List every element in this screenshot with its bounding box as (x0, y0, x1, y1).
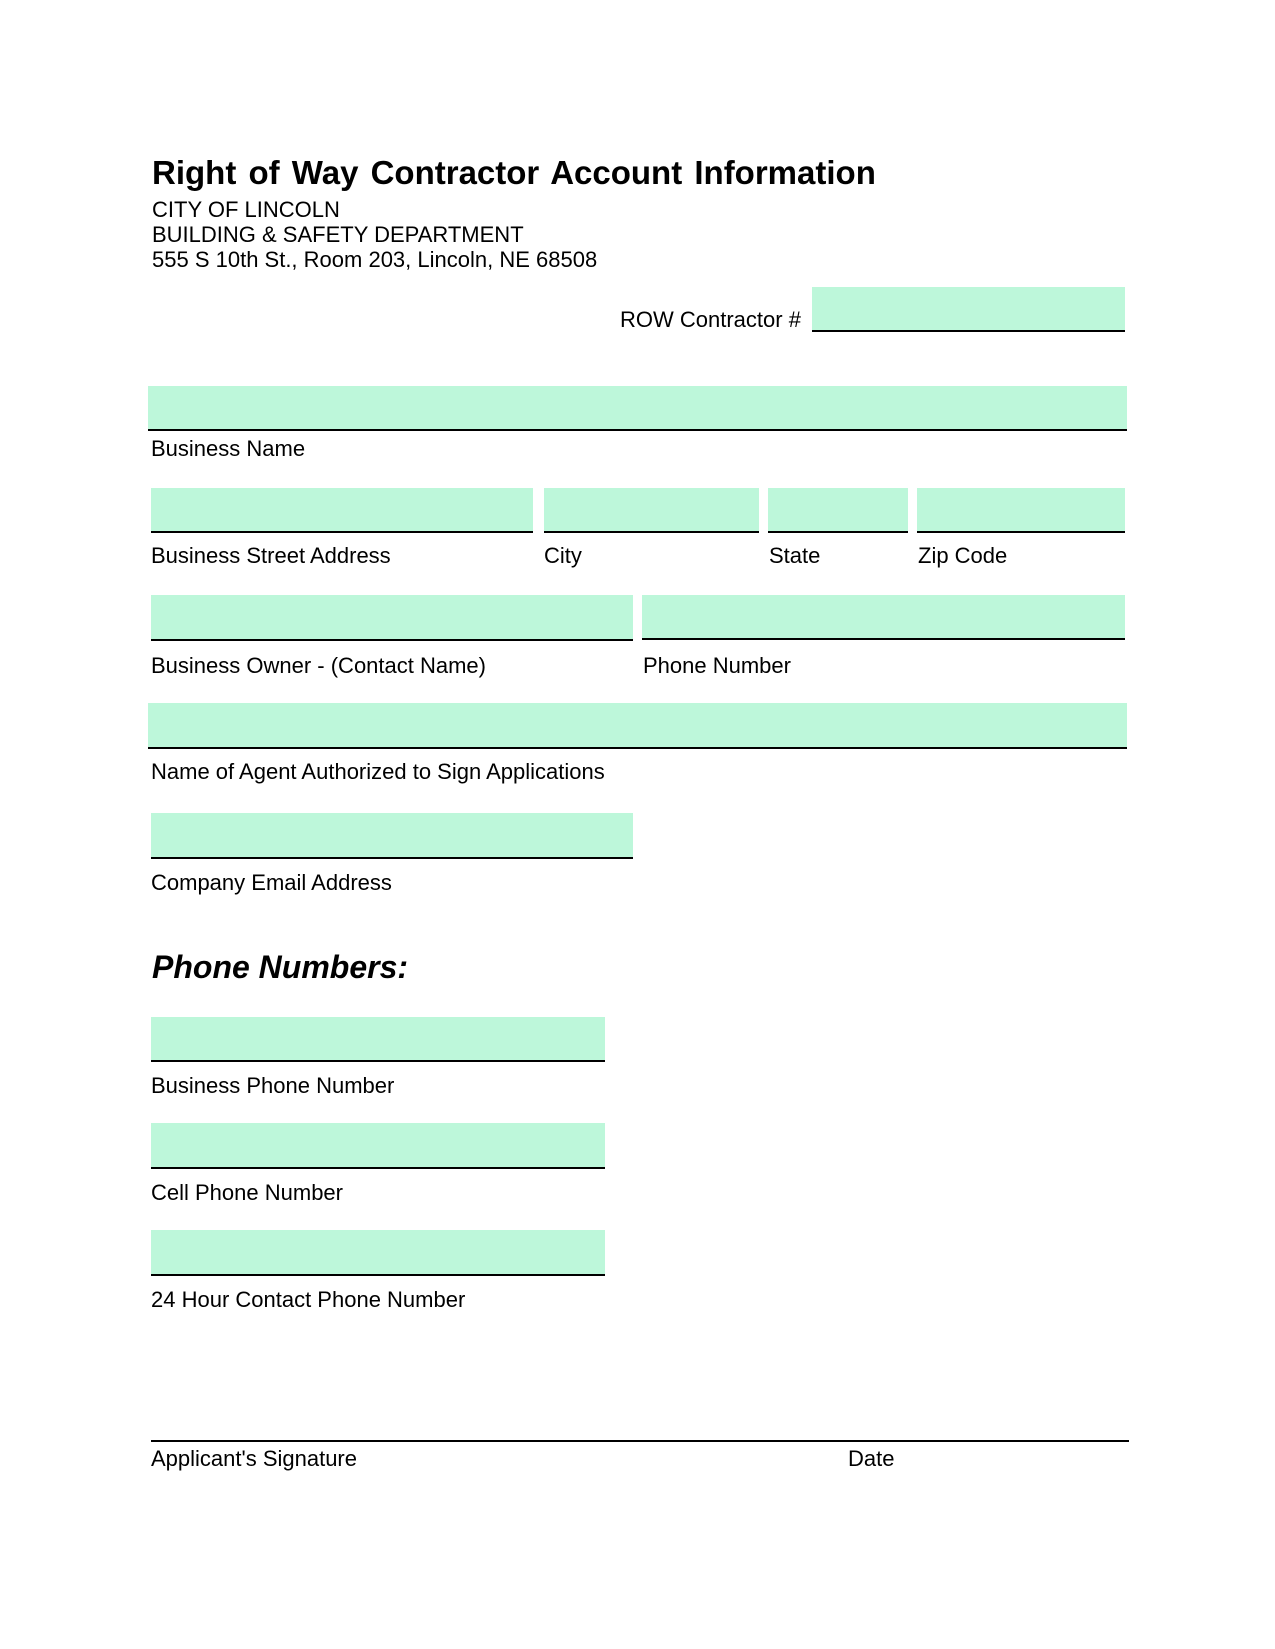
row-contractor-field[interactable] (812, 287, 1125, 332)
business-name-label: Business Name (151, 436, 306, 461)
street-address-field[interactable] (151, 488, 533, 533)
contact-24h-label: 24 Hour Contact Phone Number (151, 1287, 466, 1312)
email-label: Company Email Address (151, 870, 392, 895)
agent-label: Name of Agent Authorized to Sign Applications (151, 759, 605, 784)
org-department: BUILDING & SAFETY DEPARTMENT (152, 222, 524, 247)
city-field[interactable] (544, 488, 759, 533)
org-city: CITY OF LINCOLN (152, 197, 340, 222)
form-title: Right of Way Contractor Account Information (152, 154, 876, 191)
date-label: Date (848, 1446, 895, 1471)
signature-label: Applicant's Signature (151, 1446, 357, 1471)
phone-numbers-heading: Phone Numbers: (152, 949, 409, 985)
org-address: 555 S 10th St., Room 203, Lincoln, NE 68508 (152, 247, 598, 272)
cell-phone-field[interactable] (151, 1123, 605, 1169)
business-phone-label: Business Phone Number (151, 1073, 395, 1098)
signature-line[interactable] (151, 1440, 1129, 1442)
owner-label: Business Owner - (Contact Name) (151, 653, 486, 678)
state-label: State (769, 543, 821, 568)
owner-field[interactable] (151, 595, 633, 641)
owner-phone-field[interactable] (642, 595, 1125, 640)
agent-field[interactable] (148, 703, 1127, 749)
street-address-label: Business Street Address (151, 543, 391, 568)
email-field[interactable] (151, 813, 633, 859)
cell-phone-label: Cell Phone Number (151, 1180, 343, 1205)
zip-field[interactable] (917, 488, 1125, 533)
business-name-field[interactable] (148, 386, 1127, 431)
city-label: City (544, 543, 582, 568)
state-field[interactable] (768, 488, 908, 533)
row-contractor-label: ROW Contractor # (620, 307, 801, 332)
business-phone-field[interactable] (151, 1017, 605, 1062)
contact-24h-field[interactable] (151, 1230, 605, 1276)
zip-label: Zip Code (918, 543, 1008, 568)
owner-phone-label: Phone Number (643, 653, 791, 678)
